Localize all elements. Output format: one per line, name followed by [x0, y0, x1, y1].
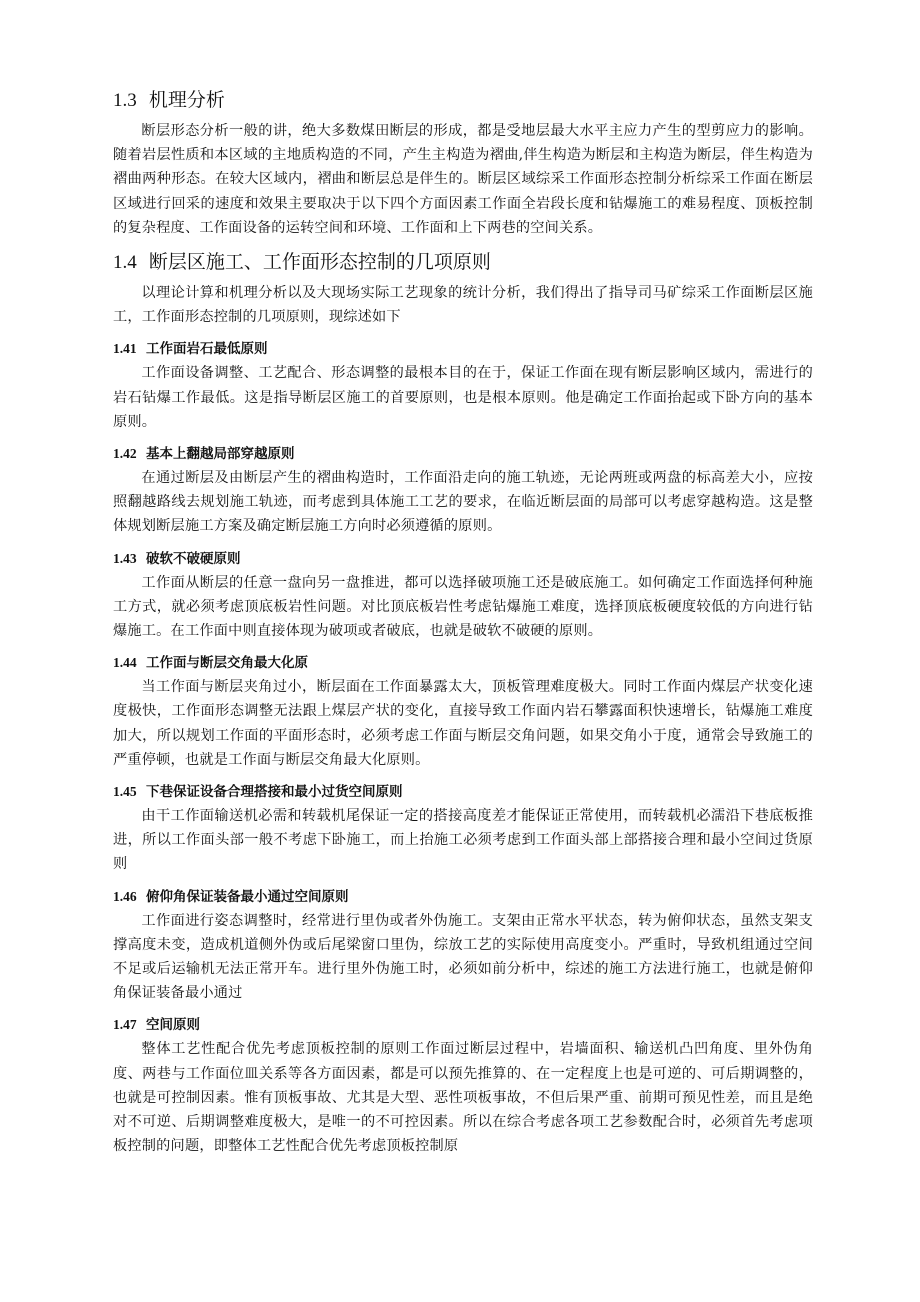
- subsection-title: 破软不破硬原则: [146, 550, 241, 567]
- subsection-paragraph: 当工作面与断层夹角过小，断层面在工作面暴露太大，顶板管理难度极大。同时工作面内煤层产状变化速度极快，工作面形态调整无法跟上煤层产状的变化，直接导致工作面内岩石攀露面积快速增长，钻爆施工难度加大，所以规划工作面的平面形态时，必须考虑工作面与断层交角问题，如果交角小于度，通常会导致施工的严重停顿，也就是工作面与断层交角最大化原则。: [113, 679, 813, 768]
- section-title: 机理分析: [148, 89, 225, 111]
- section-heading: [113, 248, 813, 277]
- section-title: 断层区施工、工作面形态控制的几项原则: [148, 251, 491, 274]
- subsection-title: 工作面与断层交角最大化原: [146, 655, 309, 672]
- subsection-title: 空间原则: [146, 1017, 201, 1034]
- subsection-number: 1.45: [113, 784, 137, 800]
- subsection-heading: [113, 339, 813, 359]
- subsection-title: 俯仰角保证装备最小通过空间原则: [146, 888, 349, 905]
- subsection-heading: [113, 653, 813, 673]
- subsection-paragraph: 在通过断层及由断层产生的褶曲构造时，工作面沿走向的施工轨迹，无论两班或两盘的标高差大小，应按照翻越路线去规划施工轨迹，而考虑到具体施工工艺的要求，在临近断层面的局部可以考虑穿越构造。这是整体规划断层施工方案及确定断层施工方向时必须遵循的原则。: [113, 470, 813, 535]
- subsection-number: 1.42: [113, 446, 137, 462]
- subsection-1-44: [113, 653, 813, 772]
- subsection-paragraph: 由干工作面输送机必需和转载机尾保证一定的搭接高度差才能保证正常使用，而转载机必濡沿下巷底板推进，所以工作面头部一般不考虑下卧施工，而上抬施工必须考虑到工作面头部上部搭接合理和最小空间过货原则: [113, 808, 813, 873]
- document-page: [113, 86, 813, 1159]
- subsection-heading: [113, 1015, 813, 1035]
- section-number: 1.4: [113, 252, 137, 274]
- section-paragraph: 断层形态分析一般的讲，绝大多数煤田断层的形成，都是受地层最大水平主应力产生的型剪应力的影响。随着岩层性质和本区域的主地质构造的不同，产生主构造为褶曲,伴生构造为断层和主构造为断层，伴生构造为褶曲两种形态。在较大区域内，褶曲和断层总是伴生的。断层区域综采工作面形态控制分析综采工作面在断层区域进行回采的速度和效果主要取决于以下四个方面因素工作面全岩段长度和钻爆施工的难易程度、顶板控制的复杂程度、工作面设备的运转空间和环境、工作面和上下两巷的空间关系。: [113, 123, 813, 236]
- subsection-number: 1.41: [113, 341, 137, 357]
- subsection-paragraph: 整体工艺性配合优先考虑顶板控制的原则工作面过断层过程中，岩墙面积、输送机凸凹角度、里外伪角度、两巷与工作面位皿关系等各方面因素，都是可以预先推算的、在一定程度上也是可逆的、可后期调整的，也就是可控制因素。惟有顶板事故、尤其是大型、恶性项板事故，不但后果严重、前期可预见性差，而且是绝对不可逆、后期调整难度极大，是唯一的不可控因素。所以在综合考虑各项工艺参数配合时，必须首先考虑项板控制的问题，即整体工艺性配合优先考虑顶板控制原: [113, 1041, 813, 1155]
- subsection-heading: [113, 782, 813, 802]
- section-1-4: [113, 248, 813, 329]
- subsection-heading: [113, 887, 813, 907]
- subsection-paragraph: 工作面进行姿态调整时，经常进行里伪或者外伪施工。支架由正常水平状态，转为俯仰状态，虽然支架支撑高度未变，造成机道侧外伪或后尾梁窗口里伪，综放工艺的实际使用高度变小。严重时，导致机组通过空间不足或后运输机无法正常开车。进行里外伪施工时，必须如前分析中，综述的施工方法进行施工，也就是俯仰角保证装备最小通过: [113, 912, 813, 1002]
- subsection-1-41: [113, 339, 813, 434]
- section-heading: [113, 86, 813, 115]
- subsection-paragraph: 工作面从断层的任意一盘向另一盘推进，都可以选择破项施工还是破底施工。如何确定工作面选择何种施工方式，就必须考虑顶底板岩性问题。对比顶底板岩性考虑钻爆施工难度，选择顶底板硬度较低的方向进行钻爆施工。在工作面中则直接体现为破项或者破底，也就是破软不破硬的原则。: [113, 574, 813, 640]
- subsection-1-46: [113, 887, 813, 1006]
- subsection-number: 1.43: [113, 550, 137, 566]
- subsection-number: 1.46: [113, 888, 137, 904]
- subsection-title: 下巷保证设备合理搭接和最小过货空间原则: [146, 784, 403, 801]
- section-1-3: [113, 86, 813, 240]
- subsection-title: 工作面岩石最低原则: [146, 341, 268, 358]
- section-paragraph: 以理论计算和机理分析以及大现场实际工艺现象的统计分析，我们得出了指导司马矿综采工作面断层区施工，工作面形态控制的几项原则，现综述如下: [113, 285, 813, 326]
- subsection-1-43: [113, 549, 813, 644]
- subsection-heading: [113, 444, 813, 464]
- subsection-number: 1.47: [113, 1017, 137, 1033]
- subsection-paragraph: 工作面设备调整、工艺配合、形态调整的最根本目的在于，保证工作面在现有断层影响区域内，需进行的岩石钻爆工作最低。这是指导断层区施工的首要原则，也是根本原则。他是确定工作面抬起或下卧方向的基本原则。: [113, 365, 813, 430]
- subsection-1-45: [113, 782, 813, 877]
- subsection-1-47: [113, 1015, 813, 1158]
- subsection-1-42: [113, 444, 813, 539]
- subsection-title: 基本上翻越局部穿越原则: [146, 446, 295, 463]
- subsection-heading: [113, 549, 813, 569]
- subsection-number: 1.44: [113, 655, 137, 671]
- section-number: 1.3: [113, 90, 137, 111]
